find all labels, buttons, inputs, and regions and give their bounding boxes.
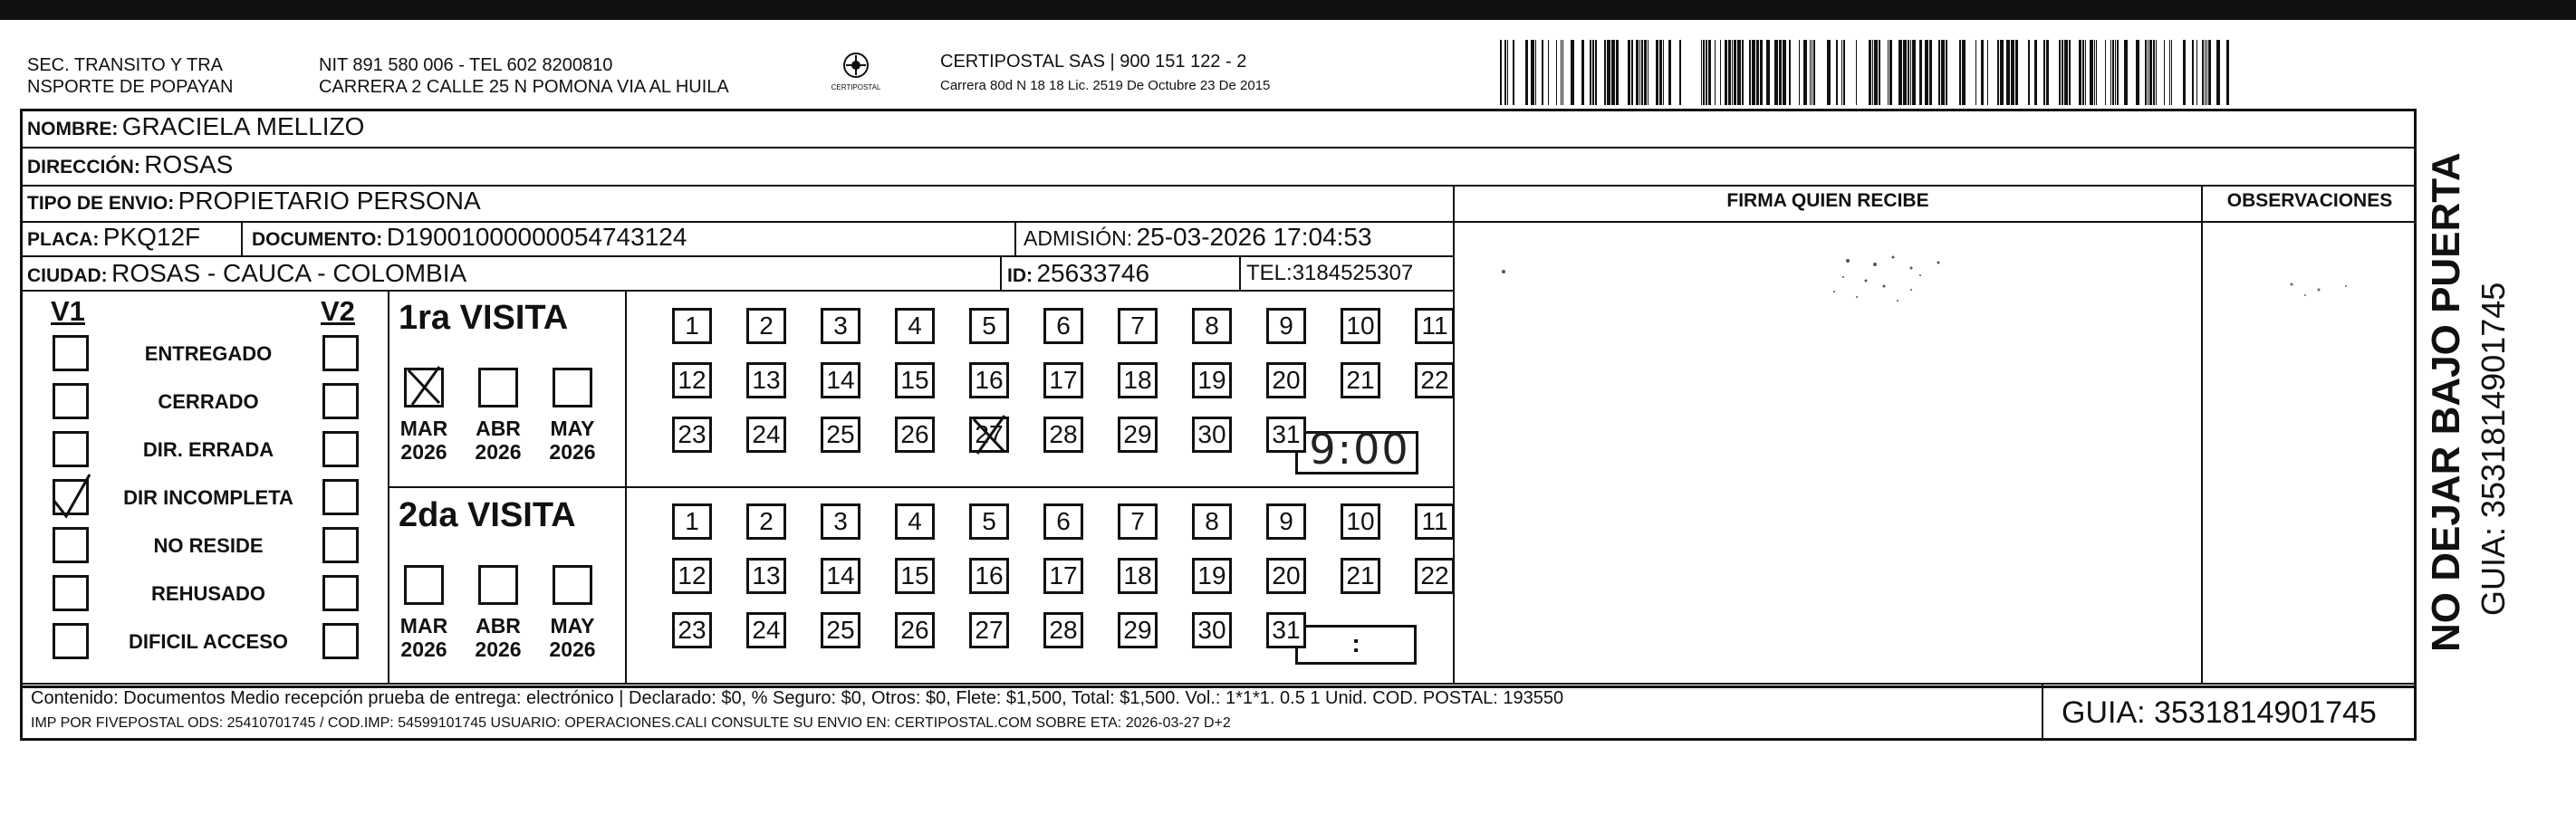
city-field: CIUDAD: ROSAS - CAUCA - COLOMBIA xyxy=(27,259,467,287)
barcode-bar xyxy=(2046,40,2049,105)
visit2-day-box[interactable]: 14 xyxy=(821,558,860,594)
barcode-bar xyxy=(2205,40,2206,105)
barcode-bar xyxy=(1908,40,1909,105)
barcode-bar xyxy=(1919,40,1922,105)
visit1-day-box[interactable]: 15 xyxy=(895,362,935,398)
barcode-bar xyxy=(1668,40,1671,105)
barcode-bar xyxy=(1679,40,1681,105)
visit2-day-box[interactable]: 6 xyxy=(1043,503,1083,540)
barcode-bar xyxy=(1732,40,1733,105)
visit2-time-box[interactable]: : xyxy=(1295,625,1417,665)
barcode-bar xyxy=(1946,40,1947,105)
visit1-day-box[interactable]: 27 xyxy=(969,417,1009,453)
address-field: DIRECCIÓN: ROSAS xyxy=(27,150,234,178)
sender-contact: NIT 891 580 006 - TEL 602 8200810 xyxy=(319,55,613,75)
status-label: DIR INCOMPLETA xyxy=(123,486,293,509)
barcode-bar xyxy=(1500,40,1502,105)
barcode-bar xyxy=(2149,40,2152,105)
barcode-bar xyxy=(2206,40,2207,105)
visit2-day-box[interactable]: 9 xyxy=(1266,503,1306,540)
barcode xyxy=(1498,40,2234,105)
barcode-bar xyxy=(1616,40,1619,105)
status-label: REHUSADO xyxy=(151,582,265,605)
barcode-bar xyxy=(1595,40,1597,105)
visit2-day-box[interactable]: 16 xyxy=(969,558,1009,594)
visit1-month-label: MAY 2026 xyxy=(549,417,596,464)
barcode-bar xyxy=(1912,40,1916,105)
visit1-day-box[interactable]: 9 xyxy=(1266,308,1306,344)
barcode-bar xyxy=(1789,40,1791,105)
barcode-bar xyxy=(1941,40,1945,105)
status-label: DIR. ERRADA xyxy=(142,438,274,461)
visit1-day-box[interactable]: 28 xyxy=(1043,417,1083,453)
v2-checkbox[interactable] xyxy=(322,431,359,467)
visit2-day-box[interactable]: 19 xyxy=(1192,558,1232,594)
barcode-bar xyxy=(2000,40,2004,105)
barcode-bar xyxy=(2110,40,2111,105)
barcode-bar xyxy=(2192,40,2194,105)
barcode-bar xyxy=(1641,40,1643,105)
barcode-bar xyxy=(1841,40,1842,105)
sender-address: CARRERA 2 CALLE 25 N POMONA VIA AL HUILA xyxy=(319,77,729,97)
v1-checkbox[interactable] xyxy=(53,527,89,563)
barcode-bar xyxy=(1535,40,1536,105)
visit2-day-box[interactable]: 15 xyxy=(895,558,935,594)
barcode-bar xyxy=(2169,40,2170,105)
v1-checkbox[interactable] xyxy=(53,335,89,371)
barcode-bar xyxy=(2136,40,2139,105)
visit2-day-box[interactable]: 31 xyxy=(1266,612,1306,648)
barcode-bar xyxy=(1843,40,1845,105)
visit1-day-box[interactable]: 11 xyxy=(1415,308,1455,344)
barcode-bar xyxy=(1975,40,1976,105)
barcode-bar xyxy=(2196,40,2197,105)
barcode-bar xyxy=(1766,40,1770,105)
barcode-bar xyxy=(2115,40,2116,105)
barcode-bar xyxy=(2183,40,2186,105)
plate-field: PLACA: PKQ12F xyxy=(27,223,201,251)
scan-top-edge xyxy=(0,0,2576,20)
observations-area xyxy=(2255,272,2382,308)
visit1-month-label: MAR 2026 xyxy=(399,417,448,464)
visit2-day-box[interactable]: 18 xyxy=(1118,558,1158,594)
barcode-bar xyxy=(2028,40,2030,105)
barcode-bar xyxy=(1607,40,1610,105)
visit1-month-label: ABR 2026 xyxy=(475,417,522,464)
v2-checkbox[interactable] xyxy=(322,383,359,419)
visit2-day-box[interactable]: 25 xyxy=(821,612,860,648)
barcode-bar xyxy=(1898,40,1902,105)
status-label: ENTREGADO xyxy=(144,342,273,365)
visit1-title: 1ra VISITA xyxy=(399,299,569,337)
signature-area xyxy=(1485,244,2138,326)
barcode-bar xyxy=(2171,40,2172,105)
barcode-bar xyxy=(1827,40,1831,105)
visit2-month-label: MAY 2026 xyxy=(549,614,596,661)
barcode-bar xyxy=(1561,40,1562,105)
company-name: CERTIPOSTAL SAS | 900 151 122 - 2 xyxy=(940,52,1247,72)
barcode-bar xyxy=(1836,40,1838,105)
v1-label: V1 xyxy=(51,295,85,327)
barcode-bar xyxy=(1504,40,1506,105)
v2-checkbox[interactable] xyxy=(322,335,359,371)
visit1-day-box[interactable]: 16 xyxy=(969,362,1009,398)
barcode-bar xyxy=(1542,40,1543,105)
visit1-day-box[interactable]: 18 xyxy=(1118,362,1158,398)
shipment-type-field: TIPO DE ENVIO: PROPIETARIO PERSONA xyxy=(27,187,481,215)
barcode-bar xyxy=(1929,40,1932,105)
barcode-bar xyxy=(2043,40,2045,105)
barcode-bar xyxy=(1701,40,1702,105)
visit1-day-box[interactable]: 10 xyxy=(1341,308,1380,344)
barcode-bar xyxy=(2117,40,2119,105)
visit1-month-checkbox[interactable] xyxy=(404,368,444,407)
handwritten-x-mark xyxy=(965,410,1015,461)
barcode-bar xyxy=(1734,40,1736,105)
visit2-day-box[interactable]: 8 xyxy=(1192,503,1232,540)
barcode-bar xyxy=(1611,40,1615,105)
barcode-bar xyxy=(2015,40,2018,105)
barcode-bar xyxy=(2064,40,2068,105)
side-notice: NO DEJAR BAJO PUERTA xyxy=(2424,152,2468,652)
visit1-day-box[interactable]: 29 xyxy=(1118,417,1158,453)
barcode-bar xyxy=(1874,40,1878,105)
barcode-bar xyxy=(1756,40,1759,105)
barcode-bar xyxy=(1959,40,1961,105)
barcode-bar xyxy=(1604,40,1606,105)
barcode-bar xyxy=(2226,40,2229,105)
document-field: DOCUMENTO: D19001000000054743124 xyxy=(252,223,687,251)
certipostal-logo: CERTIPOSTAL xyxy=(833,47,879,98)
barcode-bar xyxy=(1706,40,1707,105)
status-label: DIFICIL ACCESO xyxy=(128,630,288,653)
barcode-bar xyxy=(1581,40,1584,105)
name-field: NOMBRE: GRACIELA MELLIZO xyxy=(27,112,365,140)
barcode-bar xyxy=(2085,40,2086,105)
v1-checkbox[interactable] xyxy=(53,431,89,467)
visit2-month-checkbox[interactable] xyxy=(553,565,592,605)
visit1-day-box[interactable]: 6 xyxy=(1043,308,1083,344)
v2-checkbox[interactable] xyxy=(322,479,359,515)
visit1-day-box[interactable]: 17 xyxy=(1043,362,1083,398)
barcode-bar xyxy=(1703,40,1705,105)
visit2-day-box[interactable]: 17 xyxy=(1043,558,1083,594)
side-guide: GUIA: 3531814901745 xyxy=(2475,282,2512,616)
barcode-bar xyxy=(2153,40,2155,105)
visit2-day-box[interactable]: 23 xyxy=(672,612,712,648)
barcode-bar xyxy=(1708,40,1711,105)
visit2-day-box[interactable]: 7 xyxy=(1118,503,1158,540)
visit1-day-box[interactable]: 2 xyxy=(746,308,786,344)
barcode-bar xyxy=(1562,40,1563,105)
barcode-bar xyxy=(2069,40,2071,105)
visit1-day-box[interactable]: 3 xyxy=(821,308,860,344)
barcode-bar xyxy=(1737,40,1741,105)
barcode-bar xyxy=(2112,40,2114,105)
barcode-bar xyxy=(2082,40,2084,105)
barcode-bar xyxy=(1525,40,1528,105)
barcode-bar xyxy=(1639,40,1640,105)
visit2-title: 2da VISITA xyxy=(399,496,576,534)
barcode-bar xyxy=(2094,40,2095,105)
barcode-bar xyxy=(1779,40,1782,105)
barcode-bar xyxy=(2145,40,2147,105)
visit2-month-checkbox[interactable] xyxy=(404,565,444,605)
company-license: Carrera 80d N 18 18 Lic. 2519 De Octubre 23 De 2015 xyxy=(940,78,1271,93)
v1-checkbox[interactable] xyxy=(53,383,89,419)
barcode-bar xyxy=(1813,40,1815,105)
barcode-bar xyxy=(1888,40,1889,105)
admission-field: ADMISIÓN: 25-03-2026 17:04:53 xyxy=(1024,223,1372,251)
visit1-day-box[interactable]: 26 xyxy=(895,417,935,453)
status-label: NO RESIDE xyxy=(153,534,264,557)
visit1-day-box[interactable]: 21 xyxy=(1341,362,1380,398)
visit2-day-box[interactable]: 27 xyxy=(969,612,1009,648)
visit1-time-handwritten: 9:00 xyxy=(1309,425,1410,474)
barcode-bar xyxy=(1742,40,1744,105)
status-label: CERRADO xyxy=(158,390,259,413)
barcode-bar xyxy=(1720,40,1721,105)
visit2-day-box[interactable]: 12 xyxy=(672,558,712,594)
tel-field: TEL:3184525307 xyxy=(1246,261,1414,285)
visit1-day-box[interactable]: 12 xyxy=(672,362,712,398)
visit2-day-box[interactable]: 2 xyxy=(746,503,786,540)
v2-checkbox[interactable] xyxy=(322,623,359,659)
visit1-day-box[interactable]: 14 xyxy=(821,362,860,398)
barcode-bar xyxy=(2124,40,2128,105)
barcode-bar xyxy=(2034,40,2037,105)
visit1-day-box[interactable]: 23 xyxy=(672,417,712,453)
barcode-bar xyxy=(1856,40,1857,105)
barcode-bar xyxy=(1548,40,1549,105)
sender-line1: SEC. TRANSITO Y TRA xyxy=(27,55,223,75)
barcode-bar xyxy=(1889,40,1892,105)
barcode-bar xyxy=(1636,40,1639,105)
barcode-bar xyxy=(1628,40,1630,105)
visit1-time-box[interactable] xyxy=(1295,425,1418,475)
barcode-bar xyxy=(2090,40,2093,105)
v1-checkbox[interactable] xyxy=(53,479,89,515)
barcode-bar xyxy=(2156,40,2157,105)
visit1-month-checkbox[interactable] xyxy=(553,368,592,407)
barcode-bar xyxy=(1592,40,1594,105)
barcode-bar xyxy=(1752,40,1755,105)
barcode-bar xyxy=(1656,40,1658,105)
visit2-day-box[interactable]: 26 xyxy=(895,612,935,648)
barcode-bar xyxy=(1925,40,1928,105)
barcode-bar xyxy=(1799,40,1800,105)
barcode-bar xyxy=(2059,40,2061,105)
barcode-bar xyxy=(1783,40,1786,105)
barcode-bar xyxy=(1987,40,1988,105)
sender-line2: NSPORTE DE POPAYAN xyxy=(27,77,234,97)
barcode-bar xyxy=(2164,40,2165,105)
signature-header: FIRMA QUIEN RECIBE xyxy=(1726,190,1929,211)
visit2-day-box[interactable]: 21 xyxy=(1341,558,1380,594)
observations-header: OBSERVACIONES xyxy=(2226,190,2393,211)
visit2-day-box[interactable]: 24 xyxy=(746,612,786,648)
barcode-bar xyxy=(1879,40,1880,105)
visit2-month-label: MAR 2026 xyxy=(399,614,448,661)
visit1-day-box[interactable]: 20 xyxy=(1266,362,1306,398)
barcode-bar xyxy=(1728,40,1731,105)
visit1-month-checkbox[interactable] xyxy=(478,368,518,407)
visit1-day-box[interactable]: 19 xyxy=(1192,362,1232,398)
barcode-bar xyxy=(2062,40,2063,105)
barcode-bar xyxy=(1507,40,1508,105)
barcode-bar xyxy=(1659,40,1662,105)
barcode-bar xyxy=(2006,40,2010,105)
visit2-day-box[interactable]: 4 xyxy=(895,503,935,540)
visit1-day-box[interactable]: 8 xyxy=(1192,308,1232,344)
barcode-bar xyxy=(2079,40,2081,105)
imp-line: IMP POR FIVEPOSTAL ODS: 25410701745 / COD.IMP: 54599101745 USUARIO: OPERACIONES.CALI CONSULTE SU ENVIO EN: CERTIPOSTAL.COM SOBRE ETA: 2026-03-27 D+2 xyxy=(31,715,1231,731)
barcode-bar xyxy=(1938,40,1940,105)
visit1-day-box[interactable]: 31 xyxy=(1266,417,1306,453)
barcode-bar xyxy=(1869,40,1871,105)
barcode-bar xyxy=(1513,40,1514,105)
handwritten-x-mark xyxy=(399,361,450,412)
barcode-bar xyxy=(1571,40,1574,105)
visit2-day-box[interactable]: 28 xyxy=(1043,612,1083,648)
footer-guide: GUIA: 3531814901745 xyxy=(2062,695,2377,730)
barcode-bar xyxy=(1774,40,1778,105)
visit2-day-box[interactable]: 13 xyxy=(746,558,786,594)
visit1-day-box[interactable]: 13 xyxy=(746,362,786,398)
barcode-bar xyxy=(1981,40,1984,105)
id-field: ID: 25633746 xyxy=(1007,259,1150,287)
barcode-bar xyxy=(1962,40,1966,105)
barcode-bar xyxy=(2208,40,2211,105)
barcode-bar xyxy=(1556,40,1557,105)
barcode-bar xyxy=(2105,40,2106,105)
visit1-day-box[interactable]: 4 xyxy=(895,308,935,344)
barcode-bar xyxy=(1644,40,1647,105)
visit2-day-box[interactable]: 11 xyxy=(1415,503,1455,540)
barcode-bar xyxy=(2011,40,2014,105)
barcode-bar xyxy=(1725,40,1727,105)
contents-line: Contenido: Documentos Medio recepción prueba de entrega: electrónico | Declarado: $0, % Seguro: $0, Otros: $0, Flete: $1,500, Total: $1,500. Vol.: 1*1*1. 0.5 1 Unid. COD. POSTAL: 193550 xyxy=(31,688,1564,708)
visit2-day-box[interactable]: 1 xyxy=(672,503,712,540)
visit1-day-box[interactable]: 24 xyxy=(746,417,786,453)
visit2-day-box[interactable]: 10 xyxy=(1341,503,1380,540)
visit1-day-box[interactable]: 7 xyxy=(1118,308,1158,344)
visit2-day-box[interactable]: 3 xyxy=(821,503,860,540)
barcode-bar xyxy=(1631,40,1633,105)
barcode-bar xyxy=(1872,40,1873,105)
barcode-bar xyxy=(1910,40,1911,105)
visit2-day-box[interactable]: 22 xyxy=(1415,558,1455,594)
barcode-bar xyxy=(1715,40,1716,105)
barcode-bar xyxy=(1531,40,1534,105)
visit1-day-box[interactable]: 22 xyxy=(1415,362,1455,398)
visit1-day-box[interactable]: 5 xyxy=(969,308,1009,344)
barcode-bar xyxy=(1903,40,1907,105)
visit1-day-box[interactable]: 25 xyxy=(821,417,860,453)
visit2-day-box[interactable]: 29 xyxy=(1118,612,1158,648)
barcode-bar xyxy=(1810,40,1811,105)
v2-label: V2 xyxy=(321,295,355,327)
v2-checkbox[interactable] xyxy=(322,575,359,611)
barcode-bar xyxy=(1803,40,1807,105)
v1-checkbox[interactable] xyxy=(53,623,89,659)
visit1-day-box[interactable]: 1 xyxy=(672,308,712,344)
visit2-day-box[interactable]: 30 xyxy=(1192,612,1232,648)
v1-checkbox[interactable] xyxy=(53,575,89,611)
barcode-bar xyxy=(1749,40,1751,105)
barcode-bar xyxy=(1663,40,1664,105)
visit2-day-box[interactable]: 20 xyxy=(1266,558,1306,594)
barcode-bar xyxy=(2216,40,2220,105)
barcode-bar xyxy=(2096,40,2097,105)
barcode-bar xyxy=(2202,40,2204,105)
barcode-bar xyxy=(1997,40,1999,105)
visit2-month-label: ABR 2026 xyxy=(475,614,522,661)
visit2-month-checkbox[interactable] xyxy=(478,565,518,605)
v2-checkbox[interactable] xyxy=(322,527,359,563)
barcode-bar xyxy=(1590,40,1591,105)
barcode-bar xyxy=(1760,40,1763,105)
visit2-day-box[interactable]: 5 xyxy=(969,503,1009,540)
visit1-day-box[interactable]: 30 xyxy=(1192,417,1232,453)
